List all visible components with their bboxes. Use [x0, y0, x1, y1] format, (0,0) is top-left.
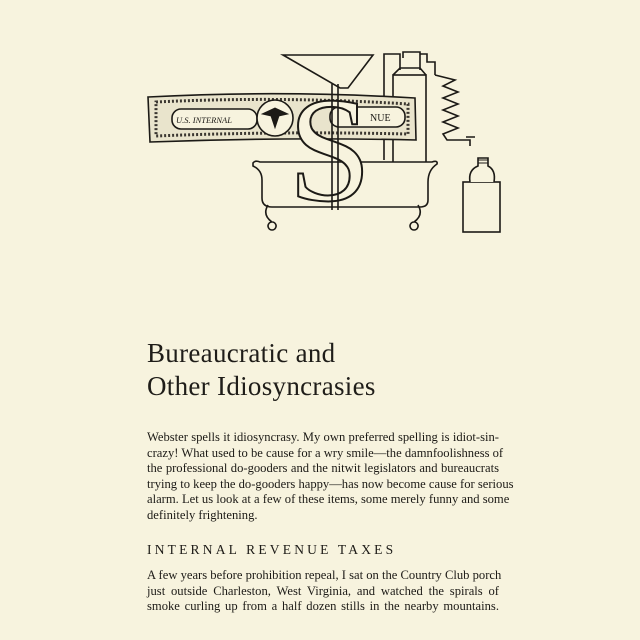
- text-line: trying to keep the do-gooders happy—has now become cause for serious: [147, 476, 514, 491]
- section-paragraph: [147, 568, 502, 615]
- stamp-text-left: U.S. INTERNAL: [176, 115, 232, 125]
- tax-stamp-banner: [148, 94, 416, 142]
- revenue-still-illustration: [0, 0, 640, 240]
- text-line: A few years before prohibition repeal, I sat on the Country Club porch: [147, 568, 502, 582]
- dollar-sign: [288, 67, 371, 233]
- jug: [463, 158, 500, 232]
- text-line: just outside Charleston, West Virginia, and watched the spirals of: [147, 583, 499, 598]
- section-heading: INTERNAL REVENUE TAXES: [147, 542, 397, 557]
- text-line: crazy! What used to be cause for a wry smile—the damnfoolishness of: [147, 445, 504, 460]
- svg-text:S: S: [288, 67, 372, 233]
- stamp-text-right: NUE: [370, 113, 391, 124]
- text-line: definitely frightening.: [147, 507, 258, 522]
- chapter-title-line-1: Bureaucratic and: [147, 338, 336, 368]
- text-line: smoke curling up from a half dozen stills in the nearby mountains.: [147, 599, 499, 614]
- text-line: alarm. Let us look at a few of these items, some merely funny and some: [147, 492, 510, 507]
- text-line: the professional do-gooders and the nitwit legislators and bureaucrats: [147, 461, 499, 476]
- text-line: Webster spells it idiosyncrasy. My own preferred spelling is idiot-sin-: [147, 430, 499, 444]
- intro-paragraph: [147, 430, 514, 524]
- chapter-title-line-2: Other Idiosyncrasies: [147, 371, 376, 401]
- coil: [435, 75, 475, 146]
